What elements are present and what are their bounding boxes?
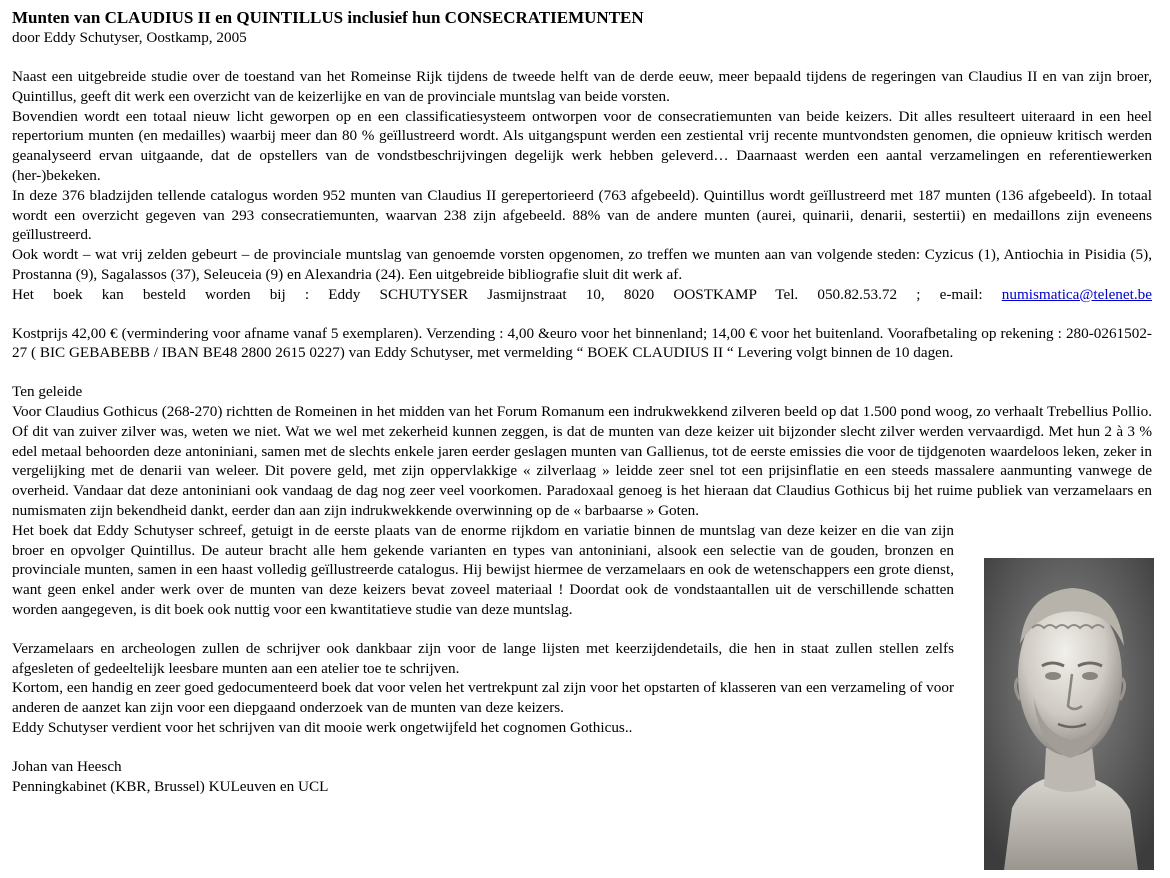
intro-paragraph-1: Naast een uitgebreide studie over de toestand van het Romeinse Rijk tijdens de tweede helft van de derde eeuw, meer bepaald tijdens de regeringen van Claudius II en van zijn broer, Quintillus, geeft dit werk een overzicht van de keizerlijke en van de provinciale muntslag van beide vorsten. <box>12 68 1152 105</box>
signature-name: Johan van Heesch <box>12 757 122 775</box>
byline: door Eddy Schutyser, Oostkamp, 2005 <box>12 29 247 46</box>
signature-affiliation: Penningkabinet (KBR, Brussel) KULeuven en UCL <box>12 777 329 795</box>
email-link[interactable]: numismatica@telenet.be <box>1001 285 1152 303</box>
document <box>12 8 1152 796</box>
foreword-paragraph-5: Eddy Schutyser verdient voor het schrijven van dit mooie werk ongetwijfeld het cognomen Gothicus.. <box>12 718 633 736</box>
foreword-paragraph-3: Verzamelaars en archeologen zullen de schrijver ook dankbaar zijn voor de lange lijsten met keerzijdendetails, die hen in staat zullen stellen zelfs afgesleten of gedeeltelijk leesbare munten aan een atelier toe te schrijven. <box>12 639 954 677</box>
foreword-paragraph-4: Kortom, een handig en zeer goed gedocumenteerd boek dat voor velen het vertrekpunt zal zijn voor het opstarten of klasseren van een verzameling of voor anderen de aanzet kan zijn voor een diepgaand onderzoek van de munten van deze keizers. <box>12 679 954 717</box>
intro-paragraph-3: In deze 376 bladzijden tellende catalogus worden 952 munten van Claudius II gerepertorieerd (763 afgebeeld). Quintillus wordt geïllustreerd met 187 munten (136 afgebeeld). In totaal wordt een overzicht gegeven van 293 consecratiemunten, waarvan 238 zijn afgebeeld. 88% van de andere munten (aurei, quinarii, denarii, sestertii) en medaillons zijn eveneens geïllustreerd. <box>12 186 1152 244</box>
bust-image <box>984 558 1154 870</box>
order-line <box>12 285 1152 305</box>
foreword-heading: Ten geleide <box>12 383 83 401</box>
intro-paragraph-4: Ook wordt – wat vrij zelden gebeurt – de provinciale muntslag van genoemde vorsten opgenomen, zo treffen we munten aan van volgende steden: Cyzicus (1), Antiochia in Pisidia (5), Prostanna (9), Sagalassos (37), Seleuceia (9) en Alexandria (24). Een uitgebreide bibliografie sluit dit werk af. <box>12 246 1152 283</box>
foreword-paragraph-2: Het boek dat Eddy Schutyser schreef, getuigt in de eerste plaats van de enorme rijkdom en variatie binnen de muntslag van deze keizer en die van zijn broer en opvolger Quintillus. De auteur bracht alle hem gekende varianten en types van antoniniani, alsook een selectie van de gouden, bronzen en provinciale munten, samen in een haast volledig geïllustreerde catalogus. Hij bewijst hiermee de verzamelaars en ook de wetenschappers een grote dienst, want geen enkel ander werk over de munten van deze keizers bevat zoveel materiaal ! Doordat ook de vondstaantallen uit de verschillende schatten worden aangegeven, is dit boek ook nuttig voor een kwantitatieve studie van deze muntslag. <box>12 521 954 618</box>
bust-portrait-illustration <box>984 558 1154 870</box>
intro-paragraph-2: Bovendien wordt een totaal nieuw licht geworpen op en een classificatiesysteem ontworpen voor de consecratiemunten van beide keizers. Dit alles resulteert uiteraard in een heel repertorium munten (en medailles) waarbij meer dan 80 % geïllustreerd wordt. Als uitgangspunt werden een zestiental vrij recente muntvondsten genomen, die opnieuw kritisch werden geanalyseerd ervan uitgaande, dat de opstellers van de vondstbeschrijvingen degelijk werk hebben geleverd… Daarnaast werden een aantal verzamelingen en referentiewerken (her-)bekeken. <box>12 107 1152 184</box>
order-text: Het boek kan besteld worden bij : Eddy SCHUTYSER Jasmijnstraat 10, 8020 OOSTKAMP Tel. 050.82.53.72 ; e-mail: <box>12 285 1002 303</box>
page-title: Munten van CLAUDIUS II en QUINTILLUS inclusief hun CONSECRATIEMUNTEN <box>12 8 644 27</box>
price-paragraph: Kostprijs 42,00 € (vermindering voor afname vanaf 5 exemplaren). Verzending : 4,00 &euro voor het binnenland; 14,00 € voor het buitenland. Voorafbetaling op rekening : 280-0261502-27 ( BIC GEBABEBB / IBAN BE48 2800 2615 0227) van Eddy Schutyser, met vermelding “ BOEK CLAUDIUS II “ Levering volgt binnen de 10 dagen. <box>12 324 1152 362</box>
foreword-paragraph-1: Voor Claudius Gothicus (268-270) richtten de Romeinen in het midden van het Forum Romanum een indrukwekkend zilveren beeld op dat 1.500 pond woog, zo verhaalt Trebellius Pollio. Of dit van zuiver zilver was, weten we niet. Wat we wel met zekerheid kunnen zeggen, is dat de munten van deze keizer uit bijzonder slecht zilver werden vervaardigd. Met hun 2 à 3 % edel metaal behoorden deze antoniniani, samen met de slechts enkele jaren eerder geslagen munten van Gallienus, tot de eerste emissies die voor de tijdgenoten waardeloos leken, zeker in vergelijking met de denarii van weleer. Dit povere geld, met zijn oppervlakkige « zilverlaag » leidde zeer snel tot een prijsinflatie en een steeds massalere aanmunting vanwege de overheid. Vandaar dat deze antoniniani ook vandaag de dag nog zeer veel voorkomen. Paradoxaal genoeg is het hieraan dat Claudius Gothicus bij het ruime publiek van verzamelaars en numismaten zijn bekendheid dankt, eerder dan aan zijn indrukwekkende overwinning op de « barbaarse » Goten. <box>12 402 1152 519</box>
